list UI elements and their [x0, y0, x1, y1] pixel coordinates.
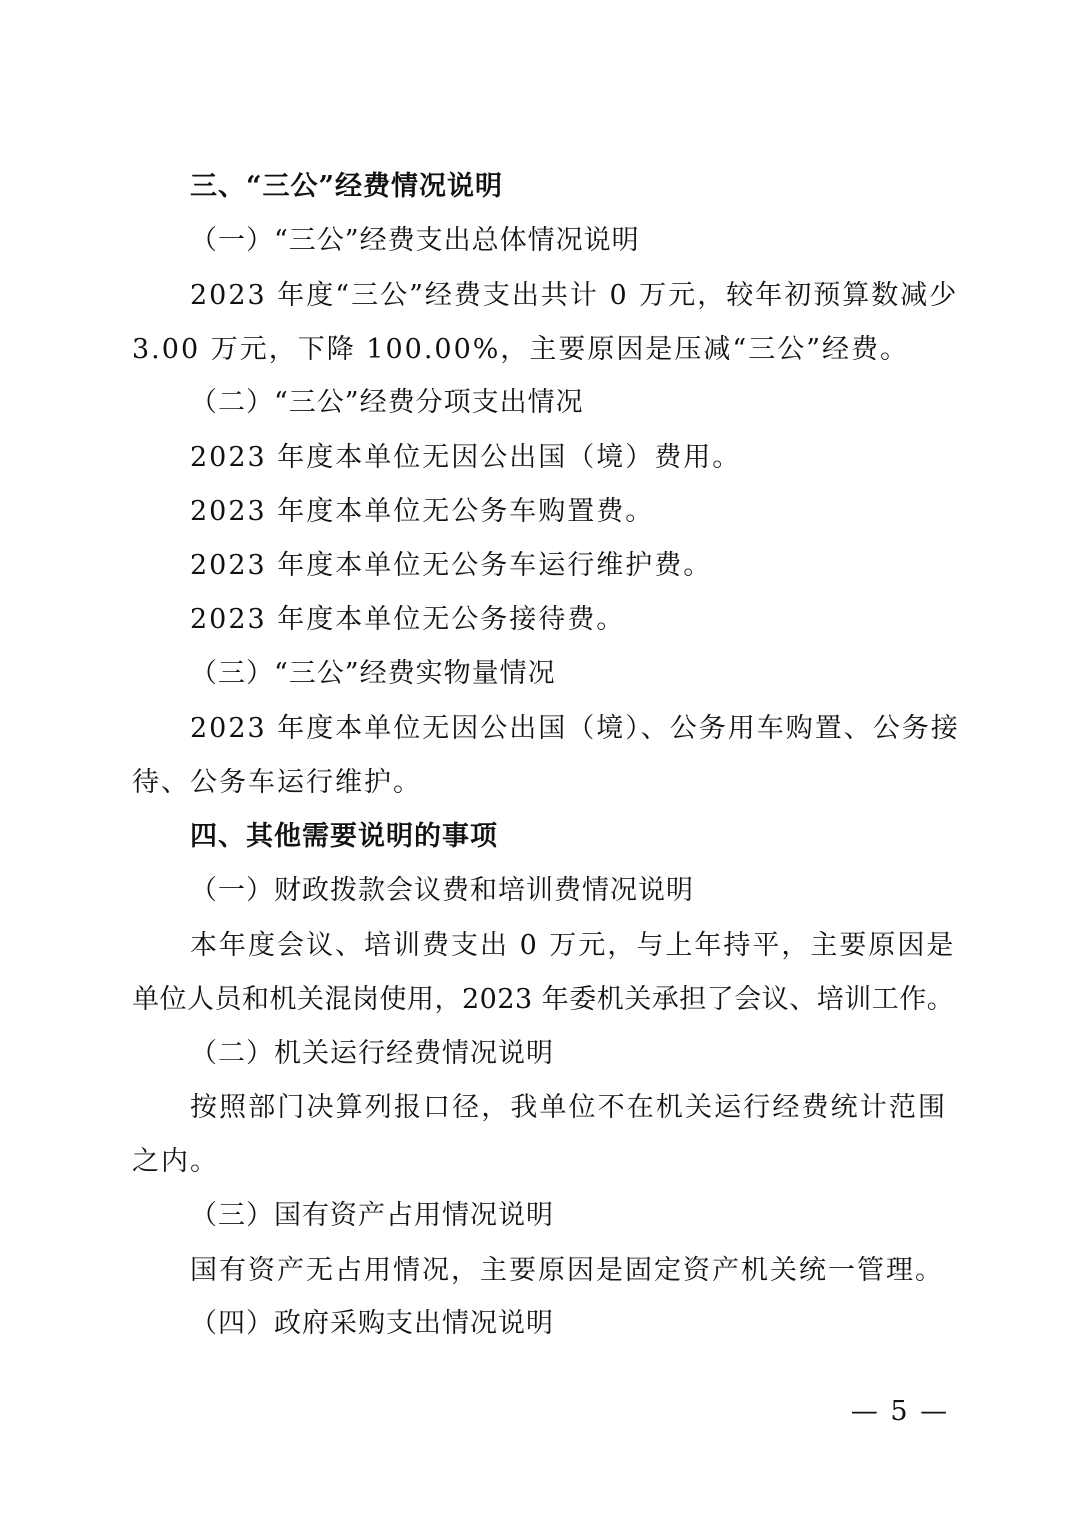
subheading-meeting-training: （一）财政拨款会议费和培训费情况说明 — [190, 875, 694, 906]
paragraph-vehicle-maintenance: 2023 年度本单位无公务车运行维护费。 — [190, 550, 713, 581]
paragraph-physical-line-1: 2023 年度本单位无因公出国（境）、公务用车购置、公务接 — [190, 713, 960, 744]
paragraph-overall-line-2: 3.00 万元，下降 100.00%，主要原因是压减“三公”经费。 — [132, 334, 910, 365]
subheading-physical-quantity: （三）“三公”经费实物量情况 — [190, 658, 556, 689]
subheading-state-assets: （三）国有资产占用情况说明 — [190, 1200, 554, 1231]
section-heading-three-public-expenses: 三、“三公”经费情况说明 — [190, 171, 504, 202]
subheading-overall-expenditure: （一）“三公”经费支出总体情况说明 — [190, 225, 640, 256]
paragraph-state-assets: 国有资产无占用情况，主要原因是固定资产机关统一管理。 — [190, 1255, 944, 1286]
subheading-operating-expenses: （二）机关运行经费情况说明 — [190, 1038, 554, 1069]
subheading-itemized-expenditure: （二）“三公”经费分项支出情况 — [190, 387, 584, 418]
subheading-government-procurement: （四）政府采购支出情况说明 — [190, 1308, 554, 1339]
paragraph-physical-line-2: 待、公务车运行维护。 — [132, 767, 422, 798]
paragraph-reception: 2023 年度本单位无公务接待费。 — [190, 604, 626, 635]
paragraph-meeting-line-1: 本年度会议、培训费支出 0 万元，与上年持平，主要原因是 — [190, 930, 956, 961]
paragraph-overseas-travel: 2023 年度本单位无因公出国（境）费用。 — [190, 442, 742, 473]
paragraph-overall-line-1: 2023 年度“三公”经费支出共计 0 万元，较年初预算数减少 — [190, 280, 959, 311]
paragraph-vehicle-purchase: 2023 年度本单位无公务车购置费。 — [190, 496, 655, 527]
section-heading-other-matters: 四、其他需要说明的事项 — [190, 821, 498, 852]
page-number: — 5 — — [850, 1396, 950, 1427]
paragraph-meeting-line-2: 单位人员和机关混岗使用，2023 年委机关承担了会议、培训工作。 — [132, 984, 955, 1015]
paragraph-operating-line-2: 之内。 — [132, 1146, 219, 1177]
paragraph-operating-line-1: 按照部门决算列报口径，我单位不在机关运行经费统计范围 — [190, 1092, 947, 1123]
